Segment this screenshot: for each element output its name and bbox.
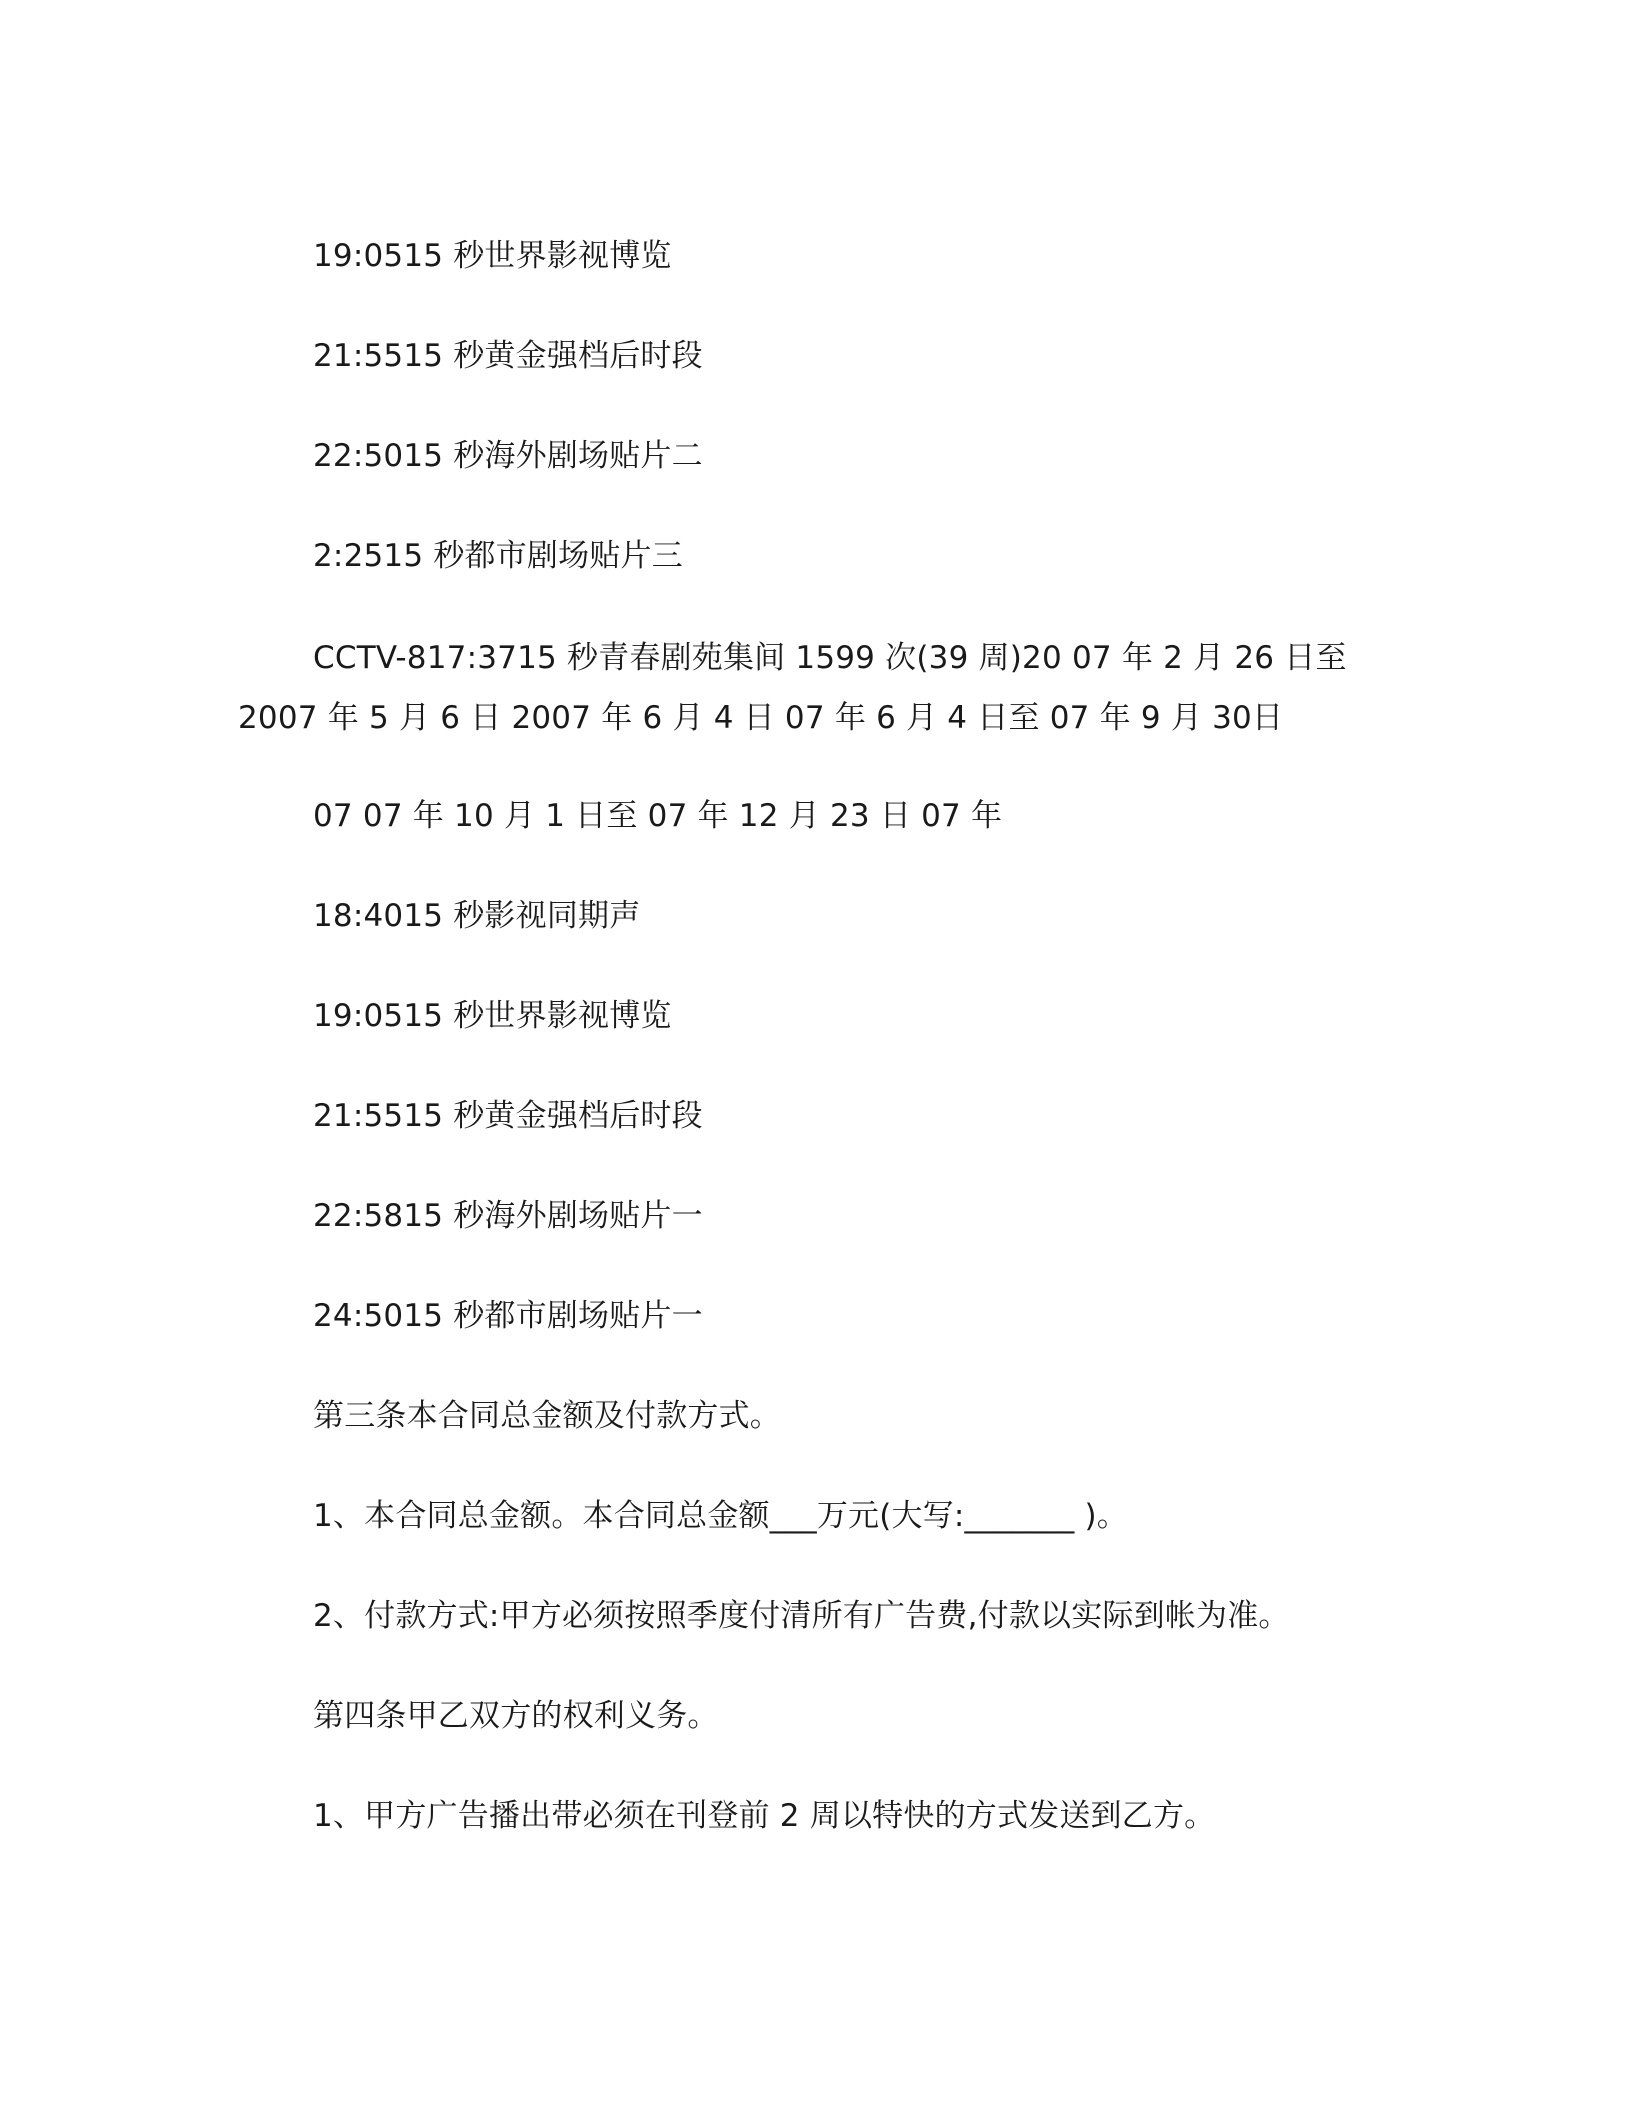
schedule-line: 18:4015 秒影视同期声	[313, 898, 641, 934]
channel-schedule-paragraph: CCTV-817:3715 秒青春剧苑集间 1599 次(39 周)20 07 年 2 月 26 日至 2007 年 5 月 6 日 2007 年 6 月 4 日 07 年 6 月 4 日至 07 年 9 月 30日	[238, 640, 1347, 736]
article-heading: 第三条本合同总金额及付款方式。	[313, 1398, 781, 1434]
schedule-line: 19:0515 秒世界影视博览	[313, 998, 672, 1034]
clause-item: 1、本合同总金额。本合同总金额___万元(大写:_______ )。	[313, 1498, 1129, 1534]
article-heading: 第四条甲乙双方的权利义务。	[313, 1698, 719, 1734]
schedule-line: 2:2515 秒都市剧场贴片三	[313, 538, 683, 574]
schedule-line: 07 07 年 10 月 1 日至 07 年 12 月 23 日 07 年	[313, 798, 1003, 834]
schedule-line: 21:5515 秒黄金强档后时段	[313, 338, 703, 374]
clause-item: 1、甲方广告播出带必须在刊登前 2 周以特快的方式发送到乙方。	[313, 1798, 1216, 1834]
schedule-line: 22:5015 秒海外剧场贴片二	[313, 438, 703, 474]
clause-item: 2、付款方式:甲方必须按照季度付清所有广告费,付款以实际到帐为准。	[313, 1598, 1290, 1634]
schedule-line: 21:5515 秒黄金强档后时段	[313, 1098, 703, 1134]
schedule-line: 19:0515 秒世界影视博览	[313, 238, 672, 274]
schedule-line: 24:5015 秒都市剧场贴片一	[313, 1298, 703, 1334]
schedule-line: 22:5815 秒海外剧场贴片一	[313, 1198, 703, 1234]
